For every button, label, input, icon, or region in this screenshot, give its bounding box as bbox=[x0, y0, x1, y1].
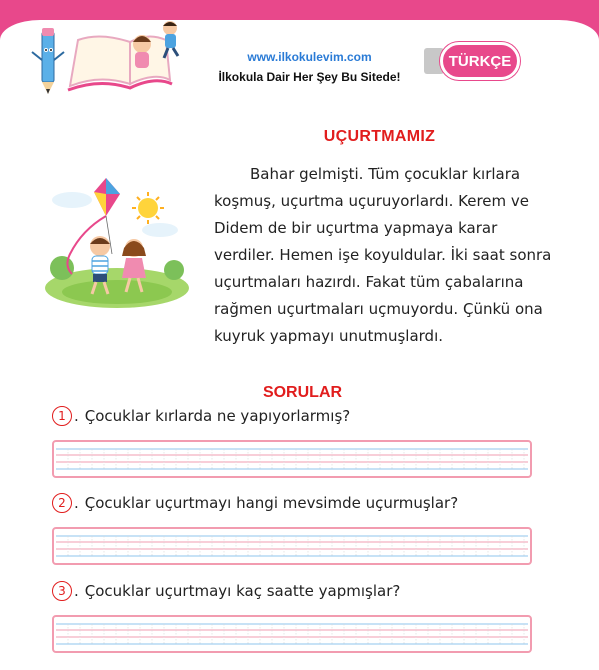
question-text: Çocuklar uçurtmayı hangi mevsimde uçurmuşlar? bbox=[84, 494, 459, 512]
story-line: Bahar gelmişti. Tüm çocuklar kırlara bbox=[250, 165, 521, 183]
question-number-badge: 2 bbox=[52, 493, 72, 513]
question-3: 3 . Çocuklar uçurtmayı kaç saatte yapmışlar? bbox=[52, 581, 400, 601]
kite-kids-illustration bbox=[42, 170, 192, 308]
story-line: kuyruk yapmayı unutmuşlardı. bbox=[214, 327, 443, 345]
question-text: Çocuklar kırlarda ne yapıyorlarmış? bbox=[84, 407, 351, 425]
story-paragraph bbox=[214, 161, 564, 350]
sun-icon bbox=[132, 192, 164, 224]
story-line: uçurtmaları hazırdı. Fakat tüm çabalarına bbox=[214, 273, 524, 291]
story-line: koşmuş, uçurtma uçuruyorlardı. Kerem ve bbox=[214, 192, 530, 210]
story-title: UÇURTMAMIZ bbox=[323, 128, 436, 145]
site-slogan: İlkokula Dair Her Şey Bu Sitede! bbox=[218, 70, 401, 84]
subject-badge: TÜRKÇE bbox=[440, 42, 520, 80]
question-number-badge: 3 bbox=[52, 581, 72, 601]
question-number-badge: 1 bbox=[52, 406, 72, 426]
answer-box-3[interactable] bbox=[52, 615, 532, 653]
question-1: 1 . Çocuklar kırlarda ne yapıyorlarmış? bbox=[52, 406, 350, 426]
site-url[interactable]: www.ilkokulevim.com bbox=[247, 50, 372, 64]
question-text: Çocuklar uçurtmayı kaç saatte yapmışlar? bbox=[84, 582, 401, 600]
answer-box-1[interactable] bbox=[52, 440, 532, 478]
story-line: Didem de bir uçurtma yapmaya karar bbox=[214, 219, 498, 237]
question-2: 2 . Çocuklar uçurtmayı hangi mevsimde uçurmuşlar? bbox=[52, 493, 458, 513]
story-line: rağmen uçurtmaları uçmuyordu. Çünkü ona bbox=[214, 300, 543, 318]
answer-box-2[interactable] bbox=[52, 527, 532, 565]
story-line: verdiler. Hemen işe koyuldular. İki saat sonra bbox=[214, 246, 552, 264]
questions-title: SORULAR bbox=[262, 384, 343, 401]
